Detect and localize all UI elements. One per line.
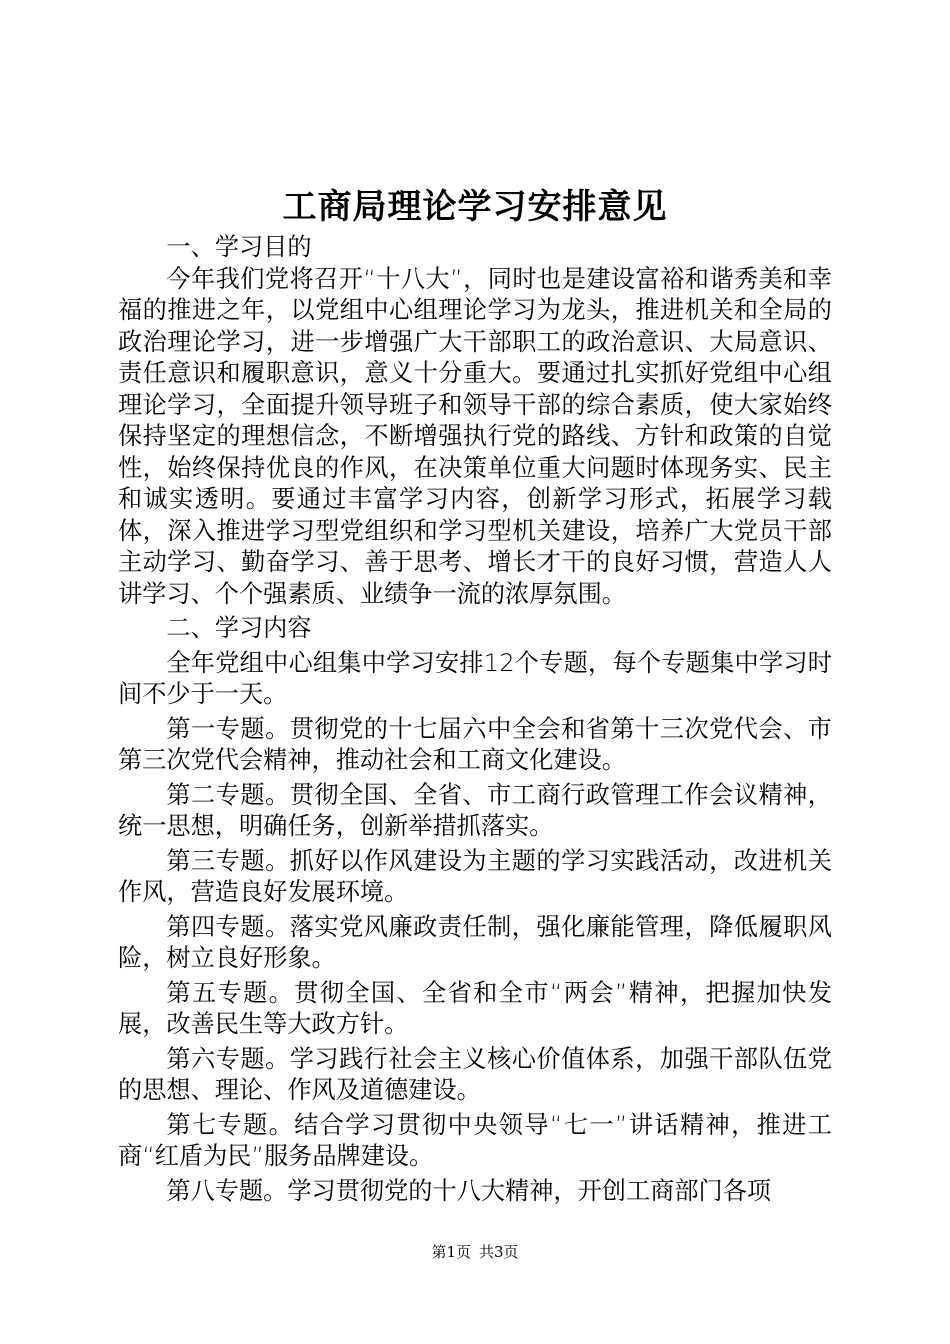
- paragraph-topic-7: 第七专题。结合学习贯彻中央领导“七一”讲话精神，推进工商“红盾为民”服务品牌建设。: [118, 1110, 832, 1170]
- paragraph-topic-4: 第四专题。落实党风廉政责任制，强化廉能管理，降低履职风险，树立良好形象。: [118, 912, 832, 972]
- section-heading-purpose: 一、学习目的: [166, 233, 312, 261]
- document-title: 工商局理论学习安排意见: [282, 187, 668, 227]
- paragraph-purpose: 今年我们党将召开“十八大”，同时也是建设富裕和谐秀美和幸福的推进之年，以党组中心组理论学习为龙头，推进机关和全局的政治理论学习，进一步增强广大干部职工的政治意识、大局意识、责任意识和履职意识，意义十分重大。要通过扎实抓好党组中心组理论学习，全面提升领导班子和领导干部的综合素质，使大家始终保持坚定的理想信念，不断增强执行党的路线、方针和政策的自觉性，始终保持优良的作风，在决策单位重大问题时体现务实、民主和诚实透明。要通过丰富学习内容，创新学习形式，拓展学习载体，深入推进学习型党组织和学习型机关建设，培养广大党员干部主动学习、勤奋学习、善于思考、增长才干的良好习惯，营造人人讲学习、个个强素质、业绩争一流的浓厚氛围。: [118, 264, 832, 608]
- page-number: 第1页: [431, 1243, 471, 1261]
- section-heading-content: 二、学习内容: [166, 614, 312, 642]
- document-body: [118, 232, 832, 1207]
- paragraph-topic-1: 第一专题。贯彻党的十七届六中全会和省第十三次党代会、市第三次党代会精神，推动社会和工商文化建设。: [118, 714, 832, 774]
- paragraph-topic-6: 第六专题。学习践行社会主义核心价值体系，加强干部队伍党的思想、理论、作风及道德建设。: [118, 1044, 832, 1104]
- page-footer: [0, 1240, 950, 1264]
- paragraph-topic-3: 第三专题。抓好以作风建设为主题的学习实践活动，改进机关作风，营造良好发展环境。: [118, 846, 832, 906]
- paragraph-topic-8: 第八专题。学习贯彻党的十八大精神，开创工商部门各项: [166, 1176, 772, 1205]
- page-total: 共3页: [479, 1243, 519, 1261]
- paragraph-overview: 全年党组中心组集中学习安排12个专题，每个专题集中学习时间不少于一天。: [118, 648, 832, 708]
- paragraph-topic-2: 第二专题。贯彻全国、全省、市工商行政管理工作会议精神，统一思想，明确任务，创新举措抓落实。: [118, 780, 832, 840]
- paragraph-topic-5: 第五专题。贯彻全国、全省和全市“两会”精神，把握加快发展，改善民生等大政方针。: [118, 978, 832, 1038]
